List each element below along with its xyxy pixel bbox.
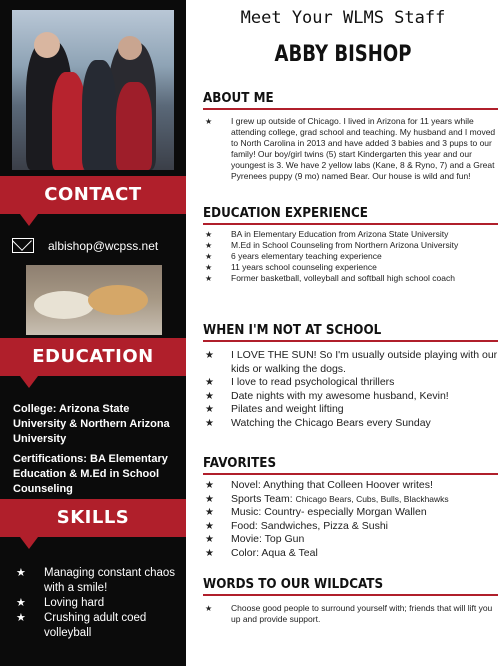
hobby-item: ★ Watching the Chicago Bears every Sunday [203,417,498,431]
favorites-section [203,455,498,560]
section-divider [203,108,498,110]
favorite-sports-label: Sports Team: [231,492,293,505]
education-item: ★ M.Ed in School Counseling from Northern Arizona University [203,240,498,251]
favorite-music: ★ Music: Country- especially Morgan Wallen [203,506,498,520]
favorite-sports [203,493,498,507]
banner-pointer [20,376,38,388]
skill-item: ★ Crushing adult coed volleyball [16,611,181,641]
education-experience-title: EDUCATION EXPERIENCE [203,206,368,221]
left-panel [0,0,186,666]
education-heading: EDUCATION [32,346,154,367]
hobby-item: ★ I LOVE THE SUN! So I'm usually outside playing with our kids or walking the dogs. [203,349,498,376]
education-item: ★ BA in Elementary Education from Arizona State University [203,229,498,240]
skill-item: ★ Loving hard [16,596,181,611]
hobby-item: ★ Pilates and weight lifting [203,403,498,417]
about-section [203,90,498,182]
about-title: ABOUT ME [203,91,274,106]
about-text: ★ I grew up outside of Chicago. I lived in Arizona for 11 years while attending college, grad school and teaching. My husband and I moved to North Carolina in 2013 and have added 3 babies and 3 pups to our family! Our boy/girl twins (5) start Kindergarten this year and our youngest is 3. We have 2 yellow labs (Kane, 8 & Ryno, 7) and a Great Pyrenees puppy (9 mo) named Bear. Our house is wild and fun! [203,116,498,182]
page-kicker: Meet Your WLMS Staff [240,8,446,28]
favorite-color: ★ Color: Aqua & Teal [203,547,498,561]
skills-banner [0,499,186,537]
section-divider [203,223,498,225]
college-text: College: Arizona State University & Northern Arizona University [13,403,170,445]
education-experience-section [203,205,498,284]
wildcats-text: ★ Choose good people to surround yourself with; friends that will lift you up and provide support. [203,603,498,625]
education-item: ★ 11 years school counseling experience [203,262,498,273]
hobby-item: ★ Date nights with my awesome husband, Kevin! [203,390,498,404]
certifications-text: Certifications: BA Elementary Education & M.Ed in School Counseling [13,453,168,495]
mail-icon [12,238,34,253]
not-at-school-section [203,322,498,430]
wildcats-section [203,576,498,625]
education-experience-list [203,229,498,284]
education-banner [0,338,186,376]
skill-item: ★ Managing constant chaos with a smile! [16,566,181,596]
not-at-school-title: WHEN I'M NOT AT SCHOOL [203,323,382,338]
section-divider [203,473,498,475]
dogs-photo [26,265,162,335]
wildcats-title: WORDS TO OUR WILDCATS [203,577,384,592]
not-at-school-list [203,349,498,430]
favorite-sports-value: Chicago Bears, Cubs, Bulls, Blackhawks [295,493,449,504]
contact-heading: CONTACT [44,184,142,205]
staff-name: ABBY BISHOP [274,42,412,67]
email-link[interactable]: albishop@wcpss.net [48,239,159,253]
right-panel [186,0,500,666]
about-list [203,116,498,182]
banner-pointer [20,537,38,549]
section-divider [203,594,498,596]
favorite-novel: ★ Novel: Anything that Colleen Hoover writes! [203,479,498,493]
skills-heading: SKILLS [56,507,130,528]
family-photo [12,10,174,170]
education-item: ★ Former basketball, volleyball and softball high school coach [203,273,498,284]
contact-banner [0,176,186,214]
email-row [12,236,182,256]
favorite-movie: ★ Movie: Top Gun [203,533,498,547]
favorites-list [203,479,498,560]
skills-list [16,566,181,641]
education-item: ★ 6 years elementary teaching experience [203,251,498,262]
section-divider [203,340,498,342]
banner-pointer [20,214,38,226]
favorite-food: ★ Food: Sandwiches, Pizza & Sushi [203,520,498,534]
favorites-title: FAVORITES [203,456,277,471]
hobby-item: ★ I love to read psychological thrillers [203,376,498,390]
wildcats-list [203,603,498,625]
